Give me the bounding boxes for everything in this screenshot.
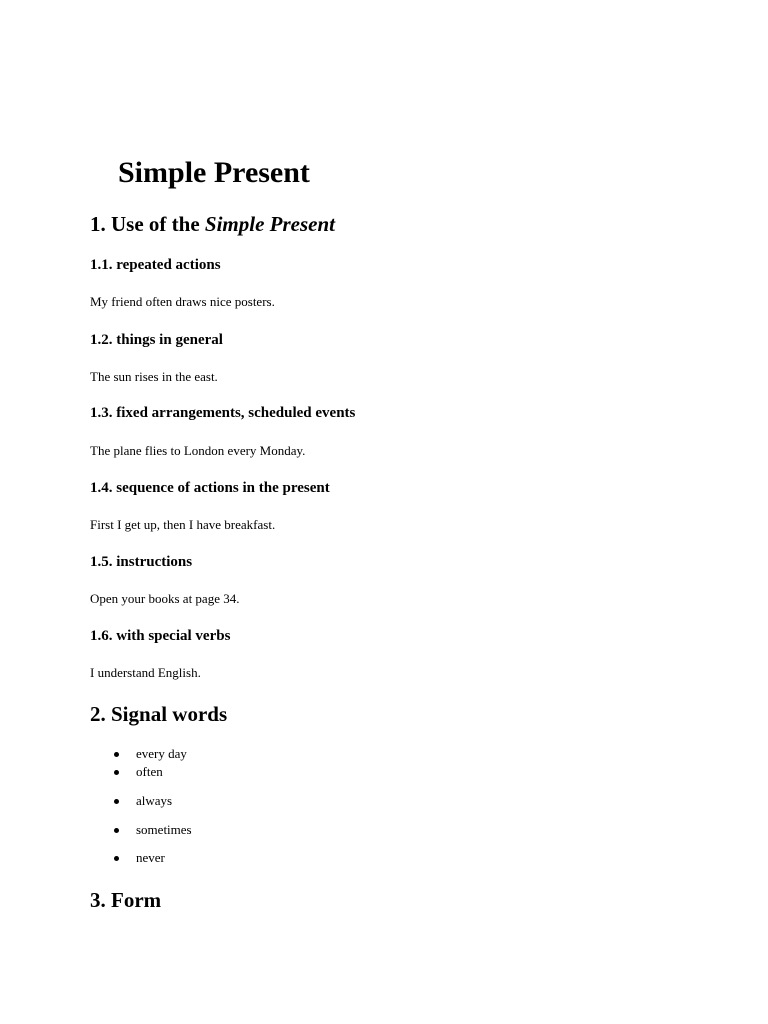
example-sentence-1-6: I understand English. bbox=[90, 665, 201, 680]
example-sentence-1-5: Open your books at page 34. bbox=[90, 591, 240, 606]
list-item-text: never bbox=[136, 850, 165, 865]
list-item-text: always bbox=[136, 793, 173, 808]
list-item-text: often bbox=[136, 764, 163, 779]
bullet-icon bbox=[114, 828, 119, 833]
bullet-icon bbox=[114, 856, 119, 861]
subsection-heading-1-4: 1.4. sequence of actions in the present bbox=[90, 480, 330, 496]
subsection-heading-1-1: 1.1. repeated actions bbox=[90, 257, 221, 273]
subsection-heading-1-5: 1.5. instructions bbox=[90, 554, 193, 570]
subsection-heading-1-2: 1.2. things in general bbox=[90, 332, 223, 348]
example-sentence-1-2: The sun rises in the east. bbox=[90, 369, 218, 384]
subsection-heading-1-6: 1.6. with special verbs bbox=[90, 628, 231, 644]
bullet-icon bbox=[114, 799, 119, 804]
section-2-heading: 2. Signal words bbox=[90, 702, 228, 726]
section-1-heading bbox=[90, 210, 335, 238]
example-sentence-1-1: My friend often draws nice posters. bbox=[90, 294, 275, 309]
list-item-text: sometimes bbox=[136, 822, 192, 837]
example-sentence-1-3: The plane flies to London every Monday. bbox=[90, 443, 306, 458]
list-item-text: every day bbox=[136, 746, 187, 761]
bullet-icon bbox=[114, 752, 119, 757]
subsection-heading-1-3: 1.3. fixed arrangements, scheduled events bbox=[90, 405, 356, 421]
page-title: Simple Present bbox=[118, 156, 310, 189]
section-1-heading-italic: Simple Present bbox=[204, 212, 335, 236]
section-1-heading-prefix: 1. Use of the bbox=[90, 212, 205, 236]
section-3-heading: 3. Form bbox=[90, 888, 162, 912]
example-sentence-1-4: First I get up, then I have breakfast. bbox=[90, 517, 276, 532]
bullet-icon bbox=[114, 770, 119, 775]
